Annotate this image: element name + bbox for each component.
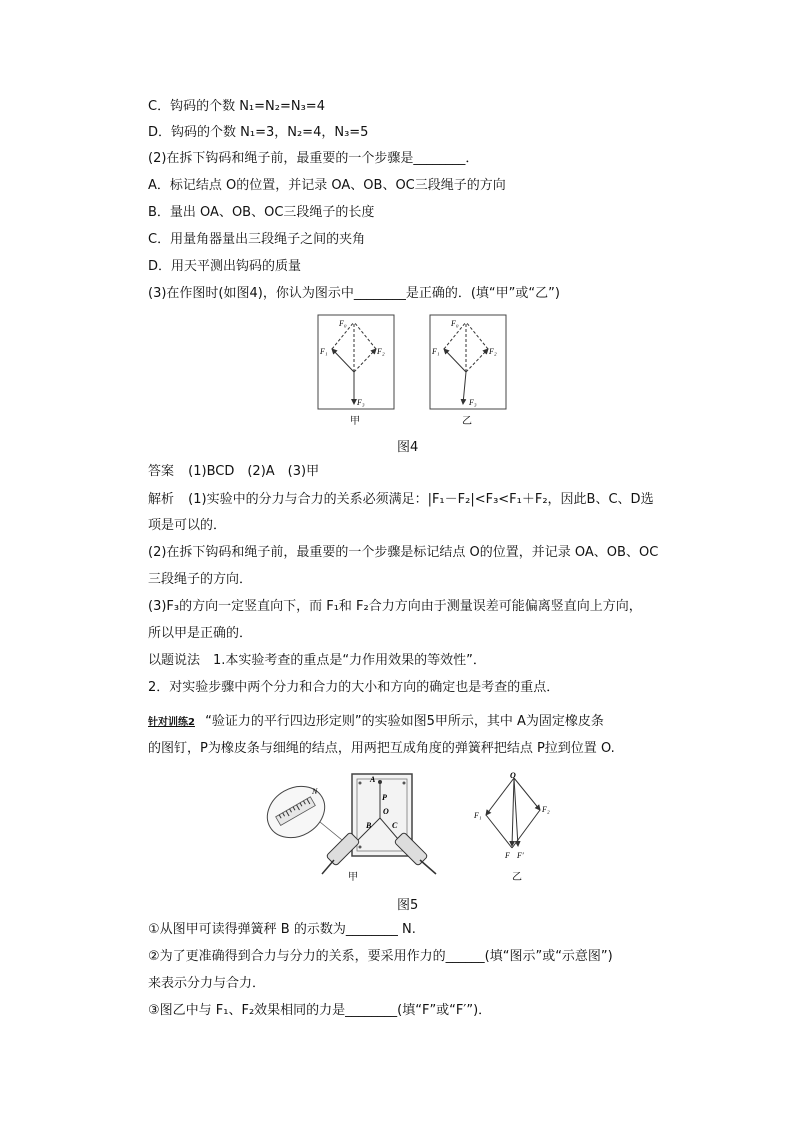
figure-4	[310, 312, 510, 432]
fig4-right-f2: F₂	[489, 347, 497, 356]
training-text-1: “验证力的平行四边形定则”的实验如图5甲所示，其中 A为固定橡皮条	[205, 714, 604, 729]
analysis-line-1	[148, 490, 654, 510]
fig4-right-f3: F₃	[469, 398, 477, 407]
q2-option-b: B．量出 OA、OB、OC三段绳子的长度	[148, 205, 375, 220]
fig4-left-f0: F₀	[339, 319, 347, 328]
method-line-2: 2．对实验步骤中两个分力和合力的大小和方向的确定也是考查的重点．	[148, 680, 560, 695]
training-line-1	[148, 712, 604, 733]
q3-stem: (3)在作图时(如图4)，你认为图示中________是正确的．(填“甲”或“乙”)	[148, 286, 560, 301]
fig5-right-label: 乙	[512, 872, 522, 883]
answer-text: (1)BCD (2)A (3)甲	[188, 464, 320, 479]
q2-option-c: C．用量角器量出三段绳子之间的夹角	[148, 232, 366, 247]
fig4-left-f3: F₃	[357, 398, 365, 407]
analysis-p1a: (1)实验中的分力与合力的关系必须满足：|F₁－F₂|<F₃<F₁＋F₂，因此B、C、D选	[188, 492, 654, 507]
fig4-right-f1: F₁	[432, 347, 440, 356]
fig4-left-frame	[318, 315, 394, 409]
fig5-right-f: F	[505, 851, 510, 860]
fig4-left-f1: F₁	[320, 347, 328, 356]
fig5-n-unit: N	[312, 787, 318, 796]
fig4-caption: 图4	[397, 440, 419, 455]
q2-stem: (2)在拆下钩码和绳子前，最重要的一个步骤是________．	[148, 151, 479, 166]
analysis-label: 解析	[148, 492, 175, 507]
fig4-right-label: 乙	[462, 416, 472, 427]
answer-line	[148, 462, 319, 482]
question-2a: ②为了更准确得到合力与分力的关系，要采用作力的______(填“图示”或“示意图”)	[148, 949, 613, 964]
analysis-p2a: (2)在拆下钩码和绳子前，最重要的一个步骤是标记结点 O的位置，并记录 OA、OB、OC	[148, 545, 659, 560]
fig5-left-label: 甲	[348, 872, 358, 883]
fig5-caption: 图5	[397, 898, 419, 913]
question-3: ③图乙中与 F₁、F₂效果相同的力是________(填“F”或“F′”)．	[148, 1003, 492, 1018]
answer-label: 答案	[148, 464, 175, 479]
fig4-right-frame	[430, 315, 506, 409]
q2-option-a: A．标记结点 O的位置，并记录 OA、OB、OC三段绳子的方向	[148, 178, 506, 193]
fig5-right-o: O	[510, 771, 516, 780]
fig5-p: P	[382, 793, 387, 802]
fig5-c: C	[392, 821, 398, 830]
fig4-left-label: 甲	[350, 416, 360, 427]
question-2b: 来表示分力与合力．	[148, 976, 266, 991]
fig5-right-f1: F₁	[474, 811, 482, 820]
analysis-p3a: (3)F₃的方向一定竖直向下，而 F₁和 F₂合力方向由于测量误差可能偏离竖直向上方向，	[148, 599, 642, 614]
fig5-right-fp: F′	[517, 851, 524, 860]
method-line-1: 以题说法 1.本实验考查的重点是“力作用效果的等效性”．	[148, 653, 486, 668]
analysis-p3b: 所以甲是正确的．	[148, 626, 253, 641]
fig5-b: B	[366, 821, 372, 830]
fig5-a: A	[370, 775, 376, 784]
option-c: C．钩码的个数 N₁=N₂=N₃=4	[148, 99, 325, 114]
q2-option-d: D．用天平测出钩码的质量	[148, 259, 302, 274]
training-tag: 针对训练2	[148, 717, 195, 728]
training-line-2: 的图钉，P为橡皮条与细绳的结点，用两把互成角度的弹簧秤把结点 P拉到位置 O.	[148, 741, 615, 756]
fig4-right-f0: F₀	[451, 319, 459, 328]
fig5-right-f2: F₂	[542, 805, 550, 814]
figure-5	[264, 770, 574, 888]
analysis-p1b: 项是可以的．	[148, 518, 227, 533]
fig5-right-diagram	[486, 778, 540, 848]
fig5-o: O	[383, 807, 389, 816]
fig4-left-f2: F₂	[377, 347, 385, 356]
analysis-p2b: 三段绳子的方向．	[148, 572, 253, 587]
option-d: D．钩码的个数 N₁=3，N₂=4，N₃=5	[148, 125, 369, 140]
question-1: ①从图甲可读得弹簧秤 B 的示数为________ N.	[148, 922, 416, 937]
